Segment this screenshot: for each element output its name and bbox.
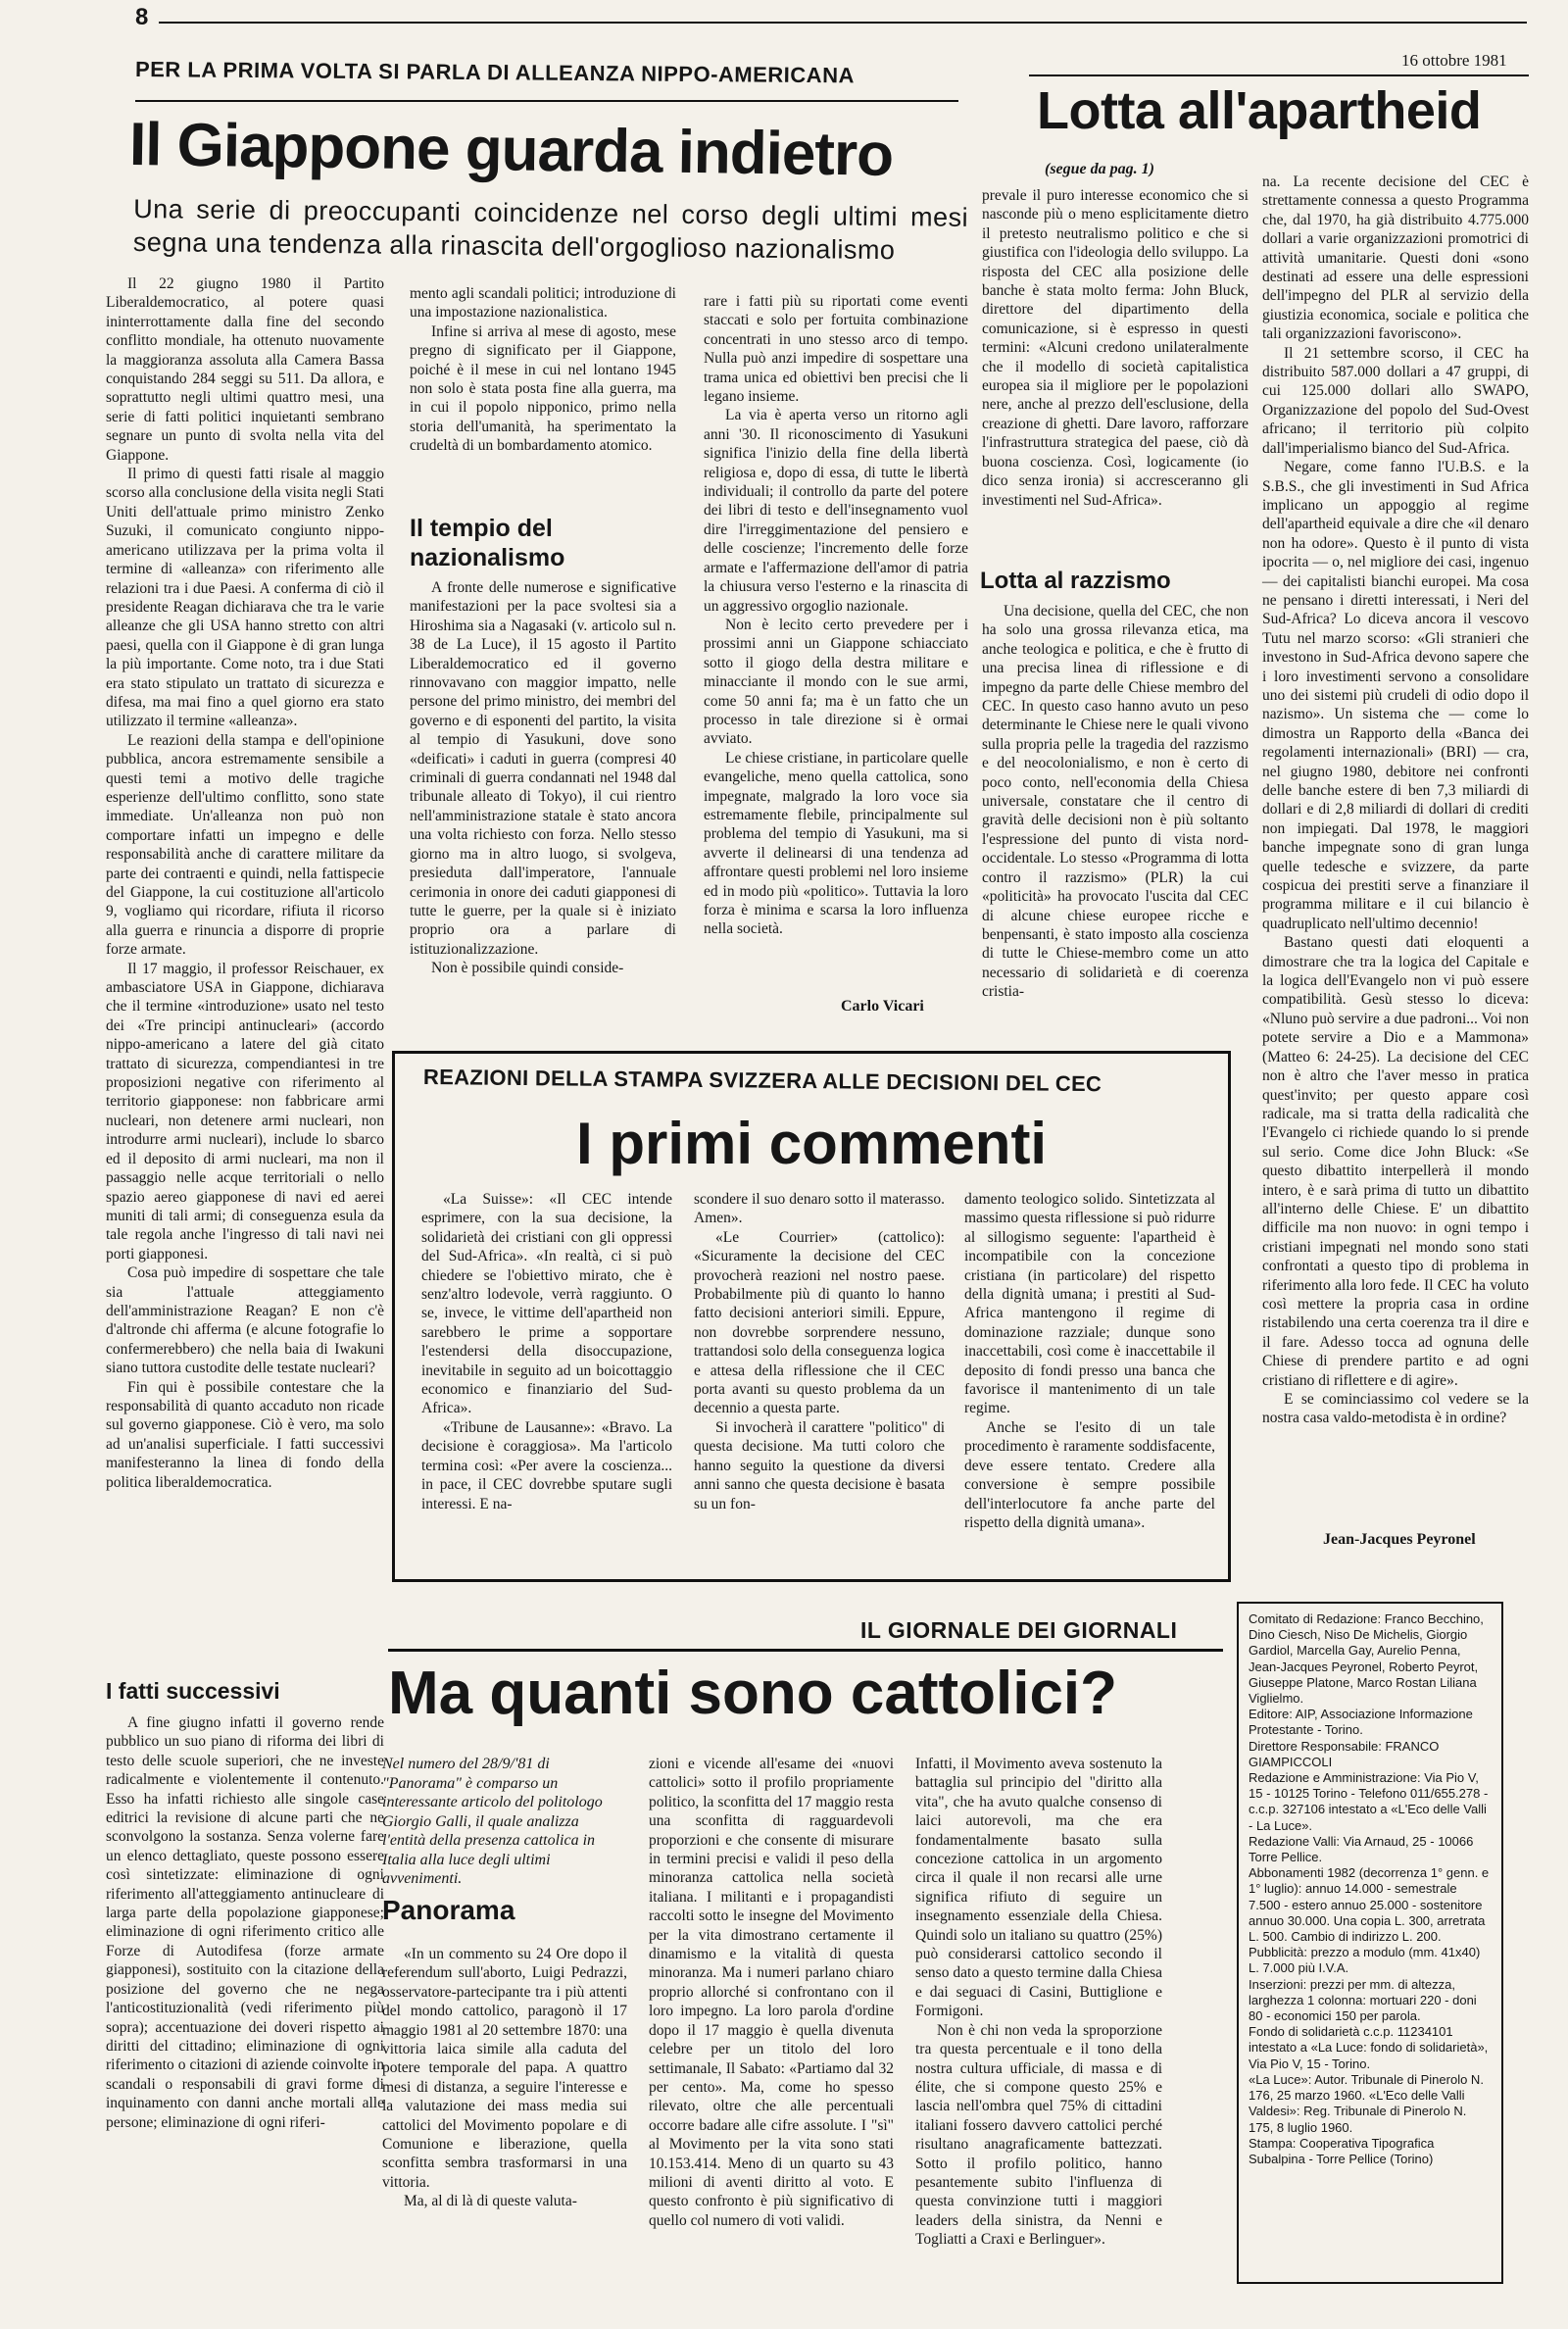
paragraph: damento teologico solido. Sintetizzata al massimo questa riflessione si può ridurre al sillogismo seguente: l'apartheid è incompatibile con la concezione cristiana (in particolare) del rispetto della dignità umana; i prestiti al Sud-Africa mantengono il regime di dominazione razziale; dunque sono inaccettabili, così come è inaccettabile il deposito di fondi presso una banca che favorisce il mantenimento di un tale regime. [964, 1191, 1215, 1417]
paragraph: Le reazioni della stampa e dell'opinione pubblica, ancora estremamente sensibile a questi temi a motivo delle tragiche esperienze dell'ultimo conflitto, sono state immediate. Un'alleanza non può non comportare infatti un impegno e delle responsabilità anche di carattere militare da parte dei contraenti e quindi, nella fattispecie del Giappone, la cui costituzione all'articolo 9, vogliamo qui ricordare, rifiuta il ricorso alla guerra e rinuncia a disporre di proprie forze armate. [106, 731, 384, 959]
paragraph: mento agli scandali politici; introduzione di una impostazione nazionalistica. [410, 285, 676, 322]
svizzera-column-1 [421, 1190, 672, 1513]
giappone-column-2 [410, 284, 676, 456]
apartheid-title: Lotta all'apartheid [1037, 81, 1482, 140]
gerenza-redazione: Redazione e Amministrazione: Via Pio V, 15 - 10125 Torino - Telefono 011/655.278 - c.c.p. 327106 intestato a «L'Eco delle Valli - La Luce». [1249, 1770, 1489, 1833]
date-rule [1029, 74, 1529, 76]
paragraph: Negare, come fanno l'U.B.S. e la S.B.S., che gli investimenti in Sud Africa implicano un appoggio al regime dell'apartheid equivale a dire che «il denaro non ha odore». Questo è il punto di vista ipocrita — o, nel migliore dei casi, ingenuo — dei capitalisti bianchi europei. Ma cosa ne pensano i diretti interessati, i Neri del Sud-Africa? Lo diceva ancora il vescovo Tutu nel marzo scorso: «Gli stranieri che investono in Sud-Africa devono sapere che i loro investimenti servono a consolidare uno dei sistemi più crudeli di odio dopo il nazismo». Un sistema che — come lo dimostra un Rapporto della «Banca dei regolamenti internazionali» (BRI) — cra, nel giugno 1980, debitore nei confronti delle banche estere di ben 7,3 miliardi di dollari e di 2,8 miliardi di dollari di crediti non impiegati. Dal 1978, le maggiori banche impegnate sono di gran lunga quelle tedesche e svizzere, da parte cospicua dei prestiti serve a finanziare il programma militare e il cui bilancio è quadruplicato nell'ultimo decennio! [1262, 459, 1529, 932]
paragraph: La via è aperta verso un ritorno agli anni '30. Il riconoscimento di Yasukuni significa l'inizio della fine della libertà religiosa e, dopo di essa, di tutte le libertà individuali; il controllo da parte del potere dei libri di testo e dell'insegnamento vuol dire l'irreggimentazione del pensiero e delle coscienze; l'incremento delle forze armate e l'affermazione dell'amor di patria la chiusura verso l'esterno e la rinascita di un aggressivo orgoglio nazionale. [704, 407, 968, 615]
gerenza-editore: Editore: AIP, Associazione Informazione Protestante - Torino. [1249, 1707, 1473, 1738]
gerenza-box [1237, 1602, 1503, 2284]
paragraph: A fronte delle numerose e significative manifestazioni per la pace svoltesi sia a Hiroshima sia a Nagasaki (v. articolo sul n. 38 de La Luce), il 15 agosto il Partito Liberaldemocratico ed il governo rinnovavano con maggior impatto, nelle persone del primo ministro, dei membri del governo e di esponenti del partito, la visita al tempio di Yasukuni, dove sono «deificati» i caduti in guerra (compresi 40 criminali di guerra condannati nel 1948 dal tribunale alleato di Tokyo), il cui rientro nell'amministrazione statale è stato ancora una volta richiesto con forza. Nello stesso giorno ma in altro luogo, si svolgeva, presieduta dall'imperatore, l'annuale cerimonia in onore dei caduti giapponesi di tutte le guerre, per la quale si è iniziato proprio ora a parlare di istituzionalizzazione. [410, 579, 676, 958]
giappone-column-1 [106, 274, 384, 1492]
cattolici-column-1 [382, 1945, 627, 2211]
paragraph: zioni e vicende all'esame dei «nuovi cattolici» sotto il profilo propriamente politico, la sconfitta del 17 maggio resta una sconfitta di ragguardevoli proporzioni e che consente di misurare in termini precisi e validi il peso della minoranza cattolica nella società italiana. I militanti e i propagandisti raccolti sotto le insegne del Movimento per la vita dimostrano certamente il dinamismo e la vitalità di questa minoranza. Ma i numeri parlano chiaro proprio allorché si confrontano con il loro impegno. La loro parola d'ordine dopo il 17 maggio è quella divenuta celebre per un titolo del loro settimanale, Il Sabato: «Partiamo dal 32 per cento». Ma, come ho spesso rilevato, oltre che alle percentuali occorre badare alle cifre assolute. I "sì" al Movimento per la vita sono stati 10.153.414. Meno di un quarto su 43 milioni di aventi diritto al voto. E questo confronto è più significativo di quello col numero di voti validi. [649, 1756, 894, 2229]
paragraph: Le chiese cristiane, in particolare quelle evangeliche, meno quella cattolica, sono impegnate, malgrado la loro voce sia estremamente flebile, principalmente sul problema del tempio di Yasukuni, ma si avverte il delinearsi di una tendenza ad affrontare questi problemi nel loro insieme ed in modo più «politico». Tuttavia la loro forza è minima e scarsa la loro influenza nella società. [704, 749, 968, 938]
paragraph: A fine giugno infatti il governo rende pubblico un suo piano di riforma dei libri di testo delle scuole superiori, che ne investe radicalmente e violentemente il contenuto. Esso ha infatti richiesto alle singole case editrici la revisione di alcune parti che ne sconvolgono la sostanza. Senza volerne fare un elenco dettagliato, queste possono essere così sintetizzate: eliminazione di ogni riferimento all'atteggiamento antinucleare di larga parte della popolazione giapponese; eliminazione di ogni riferimento critico alle Forze di Autodifesa (forze armate giapponesi), sostituito con la citazione della posizione del governo che ne nega l'anticostituzionalità (vedi riferimento più sopra); accentuazione dei doveri rispetto ai diritti del cittadino; eliminazione di ogni riferimento o citazioni di aziende coinvolte in scandali o responsabili di gravi forme di inquinamento con danni anche mortali alle persone; eliminazione di ogni riferi- [106, 1714, 384, 2131]
gerenza-stampa: Stampa: Cooperativa Tipografica Subalpina - Torre Pellice (Torino) [1249, 2135, 1435, 2166]
cattolici-title: Ma quanti sono cattolici? [388, 1660, 1118, 1727]
header-rule [159, 22, 1527, 24]
giappone-column-3 [704, 292, 968, 939]
giappone-column-2b [410, 578, 676, 978]
gerenza-abbonamenti: Abbonamenti 1982 (decorrenza 1° genn. e 1° luglio): annuo 14.000 - semestrale 7.500 - estero annuo 25.000 - sostenitore annuo 30.000. Una copia L. 300, arretrata L. 500. Cambio di indirizzo L. 200. [1249, 1865, 1490, 1945]
gerenza-fondo: Fondo di solidarietà c.c.p. 11234101 intestato a «La Luce: fondo di solidarietà», Via Pio V, 15 - Torino. [1249, 2024, 1489, 2071]
paragraph: Bastano questi dati eloquenti a dimostrare che tra la logica del Capitale e la logica dell'Evangelo non vi può essere compatibilità. Gesù stesso lo diceva: «Nluno può servire a due padroni... Voi non potete servire a Dio e a Mammona» (Matteo 6: 24-25). La decisione del CEC non è altro che l'aver messo in pratica quest'invito; per questo appare così radicale, ma si tratta della radicalità che l'Evangelo ci richiede quando lo si prende sul serio. Come dice John Bluck: «Se questo dibattito interpellerà il mondo intero, è e sarà prima di tutto un dibattito all'interno delle Chiese. E' un dibattito difficile ma non nuovo: in ogni tempo i cristiani impegnati nel mondo sono stati confrontati a questo tipo di problema in riferimento alla loro fede. Il CEC ha voluto così mettere la propria casa in ordine ristabilendo una certa coerenza tra il dire e il fare. Adesso tocca ad ognuna delle Chiese di prendere partito e ad ogni cristiano di riflettere e di agire». [1262, 934, 1529, 1389]
subhead-tempio: Il tempio del nazionalismo [410, 515, 565, 571]
issue-date: 16 ottobre 1981 [1401, 51, 1507, 70]
paragraph: E se cominciassimo col vedere se la nostra casa valdo-metodista è in ordine? [1262, 1391, 1529, 1427]
svizzera-title: I primi commenti [576, 1111, 1048, 1176]
paragraph: Il primo di questi fatti risale al maggio scorso alla conclusione della visita negli Stati Uniti dell'attuale primo ministro Zenko Suzuki, il comunicato congiunto nippo-americano utilizzava per la prima volta il termine di «alleanza» con riferimento alle relazioni tra i due Paesi. A conferma di ciò il presidente Reagan dichiarava che tra le varie alleanze che gli USA hanno stretto con altri paesi, quella con il Giappone è di gran lunga la più importante. Come noto, tra i due Stati era stato stipulato un trattato di sicurezza e difesa, ma mai fino a quel giorno era stato utilizzato il termine «alleanza». [106, 466, 384, 730]
paragraph: Infine si arriva al mese di agosto, mese pregno di significato per il Giappone, poiché è il mese in cui nel lontano 1945 non solo è stata posta fine alla guerra, ma in cui il popolo nipponico, primo nella storia dell'umanità, ha sperimentato la crudeltà di un bombardamento atomico. [410, 322, 676, 455]
paragraph: Non è chi non veda la sproporzione tra questa percentuale e il tono della nostra cultura ufficiale, di massa e di élite, che si compone questo 25% e lascia nell'ombra quel 75% di cittadini italiani fossero davvero cattolici perché risultano anagraficamente battezzati. Sotto il profilo politico, hanno pesantemente subito l'influenza di questa convinzione tutti i maggiori leaders della sinistra, da Nenni e Togliatti a Craxi e Berlinguer». [915, 2021, 1162, 2249]
paragraph: scondere il suo denaro sotto il materasso. Amen». [694, 1191, 945, 1227]
paragraph: Il 22 giugno 1980 il Partito Liberaldemocratico, al potere quasi ininterrottamente dalla fine del secondo conflitto mondiale, ha ottenuto nuovamente la maggioranza assoluta alla Camera Bassa conquistando 284 seggi su 511. Da allora, e soprattutto negli ultimi quattro mesi, una serie di fatti politici inquietanti sembrano segnare un punto di svolta nella vita del Giappone. [106, 275, 384, 464]
paragraph: na. La recente decisione del CEC è strettamente connessa a questo Programma che, dal 1970, ha già distribuito 4.775.000 dollari a varie organizzazioni promotrici di attività umanitarie. Questi doni «sono destinati ad essere una delle espressioni dell'impegno del PLR al servizio della giustizia economica, sociale e politica che tali organizzazioni favoriscono». [1262, 173, 1529, 343]
paragraph: Si invocherà il carattere "politico" di questa decisione. Ma tutti coloro che hanno seguito la questione da diversi anni sanno che questa decisione è basata su un fon- [694, 1418, 945, 1512]
gerenza-inserzioni: Inserzioni: prezzi per mm. di altezza, larghezza 1 colonna: mortuari 220 - doni 80 - economici 150 per parola. [1249, 1976, 1477, 2024]
cattolici-column-3 [915, 1755, 1162, 2250]
cattolici-kicker: IL GIORNALE DEI GIORNALI [860, 1617, 1178, 1643]
giappone-kicker-rule [135, 100, 958, 102]
paragraph: Una decisione, quella del CEC, che non ha solo una grossa rilevanza etica, ma anche teologica e politica, e che è frutto di una precisa linea di riflessione e di impegno da parte delle Chiese membro del CEC. In questo caso hanno avuto un peso determinante le Chiese nere le quali vivono sulla propria pelle la tragedia del razzismo e del neocolonialismo, e non è certo di poco conto, nell'economia della Chiesa universale, constatare che il centro di gravità delle decisioni non è più soltanto l'espressione del punto di vista nord-occidentale. Lo stesso «Programma di lotta contro il razzismo» (PLR) la cui «politicità» ha provocato l'uscita dal CEC di alcune chiese europee ricche e benpensanti, è stato imposto alla coscienza di tutte le Chiese-membro come un atto necessario di solidarietà e di coerenza cristia- [982, 603, 1249, 1001]
apartheid-signature: Jean-Jacques Peyronel [1323, 1531, 1476, 1548]
giappone-kicker: PER LA PRIMA VOLTA SI PARLA DI ALLEANZA NIPPO-AMERICANA [134, 57, 856, 88]
giappone-signature: Carlo Vicari [841, 998, 924, 1015]
cattolici-rule [388, 1649, 1223, 1652]
gerenza-redazione-valli: Redazione Valli: Via Arnaud, 25 - 10066 Torre Pellice. [1249, 1833, 1474, 1865]
cattolici-intro: Nel numero del 28/9/'81 di "Panorama" è comparso un interessante articolo del politologo Giorgio Galli, il quale analizza l'entità della presenza cattolica in Italia alla luce degli ultimi avvenimenti. [382, 1756, 603, 1887]
paragraph: prevale il puro interesse economico che si nasconde più o meno esplicitamente dietro il pretesto neutralismo politico e che si giustifica con l'ideologia dello sviluppo. La risposta del CEC alla posizione delle banche è stata molto ferma: John Bluck, direttore del dipartimento della comunicazione, si è espresso in questi termini: «Alcuni credono unilateralmente che il modello di società capitalistica europea sia il migliore per le popolazioni nere, anche al prezzo dell'esclusione, della creazione di ghetti. Dare lavoro, rafforzare l'infrastruttura strategica del paese, ciò dà buona coscienza. Così, logicamente (io dico senza ironia) si accresceranno gli investimenti nel Sud-Africa». [982, 187, 1249, 509]
paragraph: «La Suisse»: «Il CEC intende esprimere, con la sua decisione, la solidarietà dei cristiani con gli oppressi del Sud-Africa». «In realtà, ci si può chiedere se l'obiettivo mirato, che è senz'altro lodevole, verrà raggiunto. O se, invece, le vittime dell'apartheid non sarebbero le prime a sopportare l'estendersi della disoccupazione, inevitabile in seguito ad un boicottaggio economico e finanziario del Sud-Africa». [421, 1191, 672, 1417]
paragraph: Il 21 settembre scorso, il CEC ha distribuito 587.000 dollari a 47 gruppi, di cui 125.000 dollari allo SWAPO, Organizzazione del popolo del Sud-Ovest africano; il territorio più colpito dall'imperialismo bianco del Sud-Africa. [1262, 344, 1529, 457]
apartheid-column-2 [1262, 173, 1529, 1428]
subhead-fatti-successivi: I fatti successivi [106, 1678, 280, 1704]
paragraph: Anche se l'esito di un tale procedimento è raramente soddisfacente, deve essere tentato. Credere alla conversione è sempre possibile dell'interlocutore fa anche parte del rispetto della dignità umana». [964, 1418, 1215, 1531]
paragraph: Non è lecito certo prevedere per i prossimi anni un Giappone schiacciato sotto il giogo della destra militare e minacciante il mondo con le sue armi, come 50 anni fa; ma è un fatto che un processo in tale direzione si è ormai avviato. [704, 616, 968, 748]
gerenza-pubblicita: Pubblicità: prezzo a modulo (mm. 41x40) L. 7.000 più I.V.A. [1249, 1945, 1481, 1976]
gerenza-autorizzazioni: «La Luce»: Autor. Tribunale di Pinerolo N. 176, 25 marzo 1960. «L'Eco delle Valli Valdesi»: Reg. Tribunale di Pinerolo N. 175, 8 luglio 1960. [1249, 2071, 1484, 2135]
svizzera-kicker: REAZIONI DELLA STAMPA SVIZZERA ALLE DECISIONI DEL CEC [422, 1065, 1102, 1097]
giappone-title: Il Giappone guarda indietro [128, 111, 894, 189]
paragraph: Cosa può impedire di sospettare che tale sia l'attuale atteggiamento dell'amministrazione Reagan? E non c'è d'altronde chi afferma (e alcune fotografie lo confermerebbero) che nella baia di Iwakuni siano tuttora custodite delle testate nucleari? [106, 1264, 384, 1377]
cattolici-column-2 [649, 1755, 894, 2230]
apartheid-column-1b [982, 602, 1249, 1002]
paragraph: Ma, al di là di queste valuta- [404, 2193, 577, 2210]
apartheid-column-1 [982, 186, 1249, 510]
paragraph: rare i fatti più su riportati come eventi staccati e solo per fortuita combinazione concentrati in uno stesso arco di tempo. Nulla può anzi impedire di sospettare una trama unica ed obiettivi ben precisi che li legano insieme. [704, 293, 968, 406]
subhead-panorama: Panorama [382, 1895, 515, 1925]
apartheid-segue: (segue da pag. 1) [1045, 161, 1154, 177]
svizzera-column-2 [694, 1190, 945, 1513]
paragraph: Fin qui è possibile contestare che la responsabilità di quanto accaduto non ricade sul governo giapponese. Ciò è vero, ma solo ad un'analisi superficiale. I fatti successivi manifesteranno la linea di fondo della politica liberaldemocratica. [106, 1378, 384, 1491]
paragraph: Infatti, il Movimento aveva sostenuto la battaglia sul principio del "diritto alla vita", che ha avuto qualche consenso di laici autorevoli, ma che era fondamentalmente basato sulla concezione cattolica in un argomento circa il quale il non recarsi alle urne significa rifiuto di seguire un insegnamento essenziale della Chiesa. Quindi solo un italiano su quattro (25%) può considerarsi cattolico secondo il senso dato a questo termine dalla Chiesa e dai seguaci di Casini, Buttiglione e Formigoni. [915, 1756, 1162, 2020]
paragraph: Il 17 maggio, il professor Reischauer, ex ambasciatore USA in Giappone, dichiarava che il termine «introduzione» usato nel testo dei «Tre principi antinucleari» (accordo nippo-americano a latere del già citato trattato di sicurezza, compendiantesi in tre proposizioni negative con riferimento al territorio giapponese: non fabbricare armi nucleari, non detenere armi nucleari, non introdurre armi nucleari), include lo sbarco ed il deposito di armi nucleari, ma non il passaggio nelle acque territoriali o nello spazio aereo giapponese di navi ed aerei muniti di tali armi; di conseguenza esula da tale regola anche l'ingresso di tali navi nei porti giapponesi. [106, 960, 384, 1263]
page-number: 8 [135, 4, 149, 30]
paragraph: «Le Courrier» (cattolico): «Sicuramente la decisione del CEC provocherà reazioni nel nostro paese. Probabilmente più di quanto lo hanno fatto decisioni anteriori simili. Eppure, non dovrebbe sorprendere nessuno, trattandosi solo della conseguenza logica e attesa della riflessione che il CEC porta avanti su questo problema da un decennio a questa parte. [694, 1228, 945, 1417]
paragraph: Non è possibile quindi conside- [431, 960, 624, 977]
gerenza-direttore: Direttore Responsabile: FRANCO GIAMPICCOLI [1249, 1738, 1440, 1769]
paragraph: «In un commento su 24 Ore dopo il referendum sull'aborto, Luigi Pedrazzi, osservatore-partecipante tra i più attenti del mondo cattolico, paragonò il 17 maggio 1981 al 20 settembre 1870: una vittoria laica simile alla caduta del potere temporale del papa. A quattro mesi di distanza, a seguire l'interesse e la valutazione dei mass media sui cattolici del Movimento popolare e di Comunione e liberazione, quella sconfitta sembra trasformarsi in una vittoria. [382, 1946, 627, 2191]
giappone-column-1b [106, 1713, 384, 2132]
subhead-razzismo: Lotta al razzismo [980, 568, 1171, 594]
giappone-deck: Una serie di preoccupanti coincidenze nel corso degli ultimi mesi segna una tendenza alla rinascita dell'orgoglioso nazionalismo [132, 194, 969, 266]
gerenza-comitato: Comitato di Redazione: Franco Becchino, Dino Ciesch, Niso De Michelis, Giorgio Gardiol, Marcella Gay, Aurelio Penna, Jean-Jacques Peyronel, Roberto Peyrot, Giuseppe Platone, Marco Rostan Liliana Viglielmo. [1249, 1611, 1484, 1707]
svizzera-column-3 [964, 1190, 1215, 1532]
paragraph: «Tribune de Lausanne»: «Bravo. La decisione è coraggiosa». Ma l'articolo termina così: «Per avere la coscienza... in pace, il CEC dovrebbe sputare sugli interessi. E na- [421, 1418, 672, 1512]
